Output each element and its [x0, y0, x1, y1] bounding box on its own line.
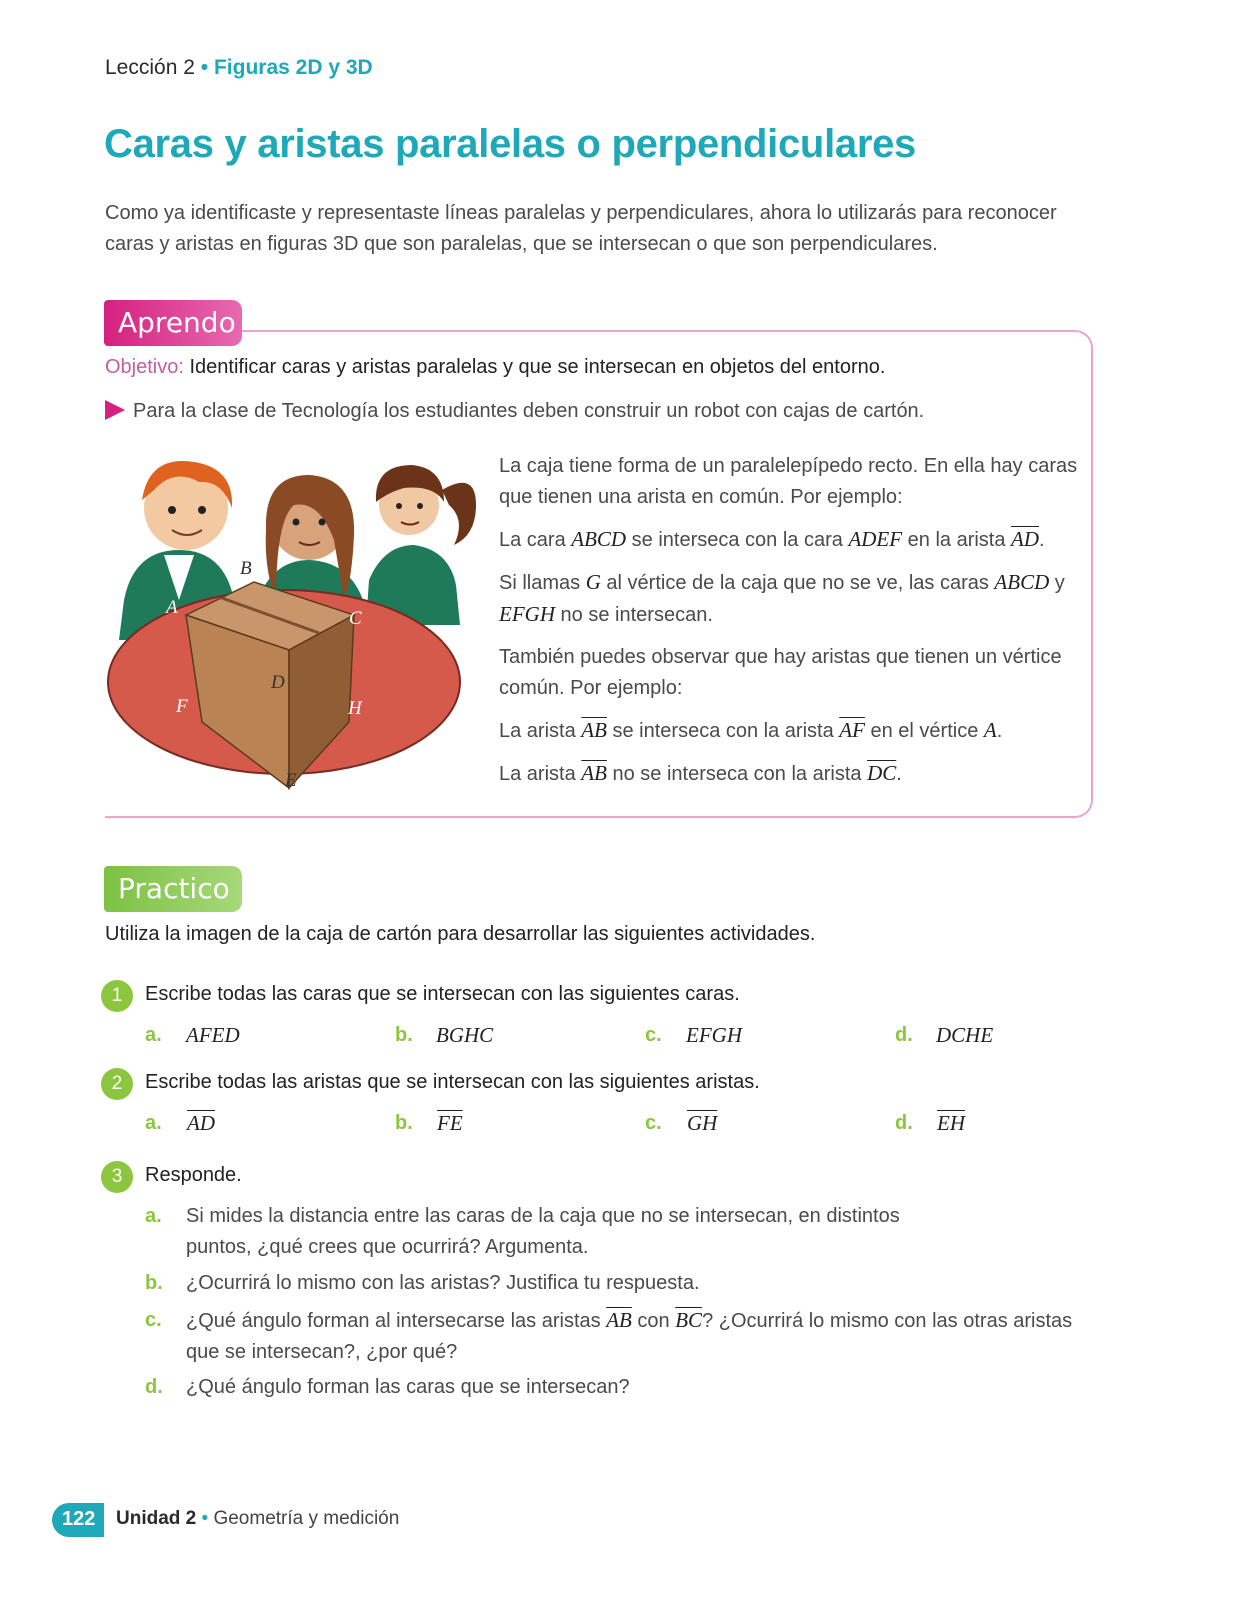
option-letter: a. [145, 1024, 162, 1046]
breadcrumb-separator: • [200, 56, 209, 79]
edge-label: $\overline{AB}$ [606, 1308, 632, 1332]
explanation-p5 [499, 715, 1079, 747]
sub-question-d: ¿Qué ángulo forman las caras que se intersecan? [186, 1376, 630, 1398]
breadcrumb [105, 56, 373, 80]
practico-instruction: Utiliza la imagen de la caja de cartón para desarrollar las siguientes actividades. [105, 923, 816, 945]
sub-letter: c. [145, 1309, 162, 1331]
edge-label: $\overline{BC}$ [675, 1308, 703, 1332]
intro-paragraph: Como ya identificaste y representaste líneas paralelas y perpendiculares, ahora lo utilizarás para reconocer caras y aristas en figuras 3D que son paralelas, que se intersecan o que son perpendiculares. [105, 202, 1057, 255]
exercise-3-prompt: Responde. [145, 1164, 242, 1186]
text: con [631, 1310, 676, 1332]
lesson-topic: Figuras 2D y 3D [213, 56, 373, 79]
exercise-2-prompt: Escribe todas las aristas que se intersecan con las siguientes aristas. [145, 1071, 760, 1093]
aprendo-tab: Aprendo [104, 300, 242, 346]
option-value: $\overline{AD}$ [187, 1111, 215, 1135]
sub-question-c [186, 1305, 1076, 1368]
vertex-label-a: A [166, 597, 178, 618]
option-value: $\overline{EH}$ [937, 1111, 965, 1135]
objective [105, 356, 885, 379]
practico-tab: Practico [104, 866, 242, 912]
text: se interseca con la cara [626, 529, 849, 551]
lesson-label: Lección 2 [105, 56, 195, 79]
option-letter: d. [895, 1024, 913, 1046]
sub-letter: d. [145, 1376, 163, 1398]
vertex-label-e: E [285, 770, 297, 791]
edge-label: $\overline{DC}$ [867, 761, 897, 785]
option-letter: c. [645, 1112, 662, 1134]
edge-label: $\overline{AF}$ [839, 718, 865, 742]
vertex-label: A [983, 718, 997, 742]
text: Si llamas [499, 572, 586, 594]
face-label: ADEF [848, 527, 903, 551]
face-label: ABCD [994, 570, 1050, 594]
triangle-bullet-icon [105, 400, 125, 420]
sub-question-b: ¿Ocurrirá lo mismo con las aristas? Justifica tu respuesta. [186, 1272, 700, 1294]
explanation-p4: También puedes observar que hay aristas que tienen un vértice común. Por ejemplo: [499, 646, 1062, 699]
text: . [896, 763, 902, 785]
vertex-label: G [585, 570, 601, 594]
text: no se interseca con la arista [606, 763, 868, 785]
objective-label: Objetivo: [105, 356, 184, 378]
option-value: EFGH [686, 1023, 742, 1047]
aprendo-explanation [499, 451, 1079, 801]
page-title: Caras y aristas paralelas o perpendiculares [104, 122, 916, 166]
vertex-label-b: B [240, 558, 252, 579]
footer-separator: • [201, 1508, 209, 1529]
text: . [1039, 529, 1045, 551]
text: no se intersecan. [555, 604, 713, 626]
text: La arista [499, 720, 582, 742]
sub-letter: b. [145, 1272, 163, 1294]
explanation-p3 [499, 567, 1079, 631]
text: y [1049, 572, 1065, 594]
objective-text: Identificar caras y aristas paralelas y que se intersecan en objetos del entorno. [183, 356, 886, 378]
vertex-label-c: C [349, 608, 362, 629]
intro-bullet [105, 400, 924, 423]
vertex-label-d: D [271, 672, 285, 693]
exercise-1-prompt: Escribe todas las caras que se intersecan con las siguientes caras. [145, 983, 740, 1005]
text: . [996, 720, 1003, 742]
explanation-p2 [499, 524, 1079, 556]
text: en la arista [902, 529, 1012, 551]
students-box-illustration [104, 450, 484, 800]
exercise-number-1: 1 [101, 980, 133, 1012]
student-right [366, 465, 476, 625]
text: se interseca con la arista [606, 720, 840, 742]
text: al vértice de la caja que no se ve, las caras [600, 572, 995, 594]
face-label: ABCD [571, 527, 627, 551]
text: ¿Qué ángulo forman al intersecarse las aristas [186, 1310, 607, 1332]
text: La arista [499, 763, 582, 785]
option-value: AFED [186, 1023, 240, 1047]
face-label: EFGH [499, 602, 555, 626]
option-letter: b. [395, 1024, 413, 1046]
option-value: $\overline{FE}$ [437, 1111, 463, 1135]
option-letter: b. [395, 1112, 413, 1134]
explanation-p1: La caja tiene forma de un paralelepípedo recto. En ella hay caras que tienen una arista en común. Por ejemplo: [499, 455, 1078, 508]
sub-question-a: Si mides la distancia entre las caras de la caja que no se intersecan, en distintos puntos, ¿qué crees que ocurrirá? Argumenta. [186, 1205, 900, 1258]
option-letter: d. [895, 1112, 913, 1134]
text: en el vértice [864, 720, 984, 742]
explanation-p6 [499, 758, 1079, 790]
footer-unit [116, 1508, 399, 1530]
edge-label: $\overline{AB}$ [581, 718, 607, 742]
option-value: DCHE [936, 1023, 994, 1047]
exercise-number-3: 3 [101, 1161, 133, 1193]
unit-label: Unidad 2 [116, 1508, 197, 1529]
option-letter: a. [145, 1112, 162, 1134]
vertex-label-h: H [348, 698, 362, 719]
bullet-text: Para la clase de Tecnología los estudiantes deben construir un robot con cajas de cartón. [133, 400, 925, 422]
vertex-label-f: F [176, 696, 188, 717]
edge-label: $\overline{AD}$ [1011, 527, 1040, 551]
unit-subject: Geometría y medición [213, 1508, 400, 1529]
text: La cara [499, 529, 572, 551]
sub-letter: a. [145, 1205, 162, 1227]
option-value: $\overline{GH}$ [687, 1111, 718, 1135]
text: ? ¿Ocurrirá lo mismo con las otras aristas que se intersecan?, ¿por qué? [186, 1310, 1073, 1363]
page-number-badge: 122 [52, 1503, 104, 1537]
option-letter: c. [645, 1024, 662, 1046]
option-value: BGHC [436, 1023, 494, 1047]
edge-label: $\overline{AB}$ [581, 761, 607, 785]
exercise-number-2: 2 [101, 1068, 133, 1100]
